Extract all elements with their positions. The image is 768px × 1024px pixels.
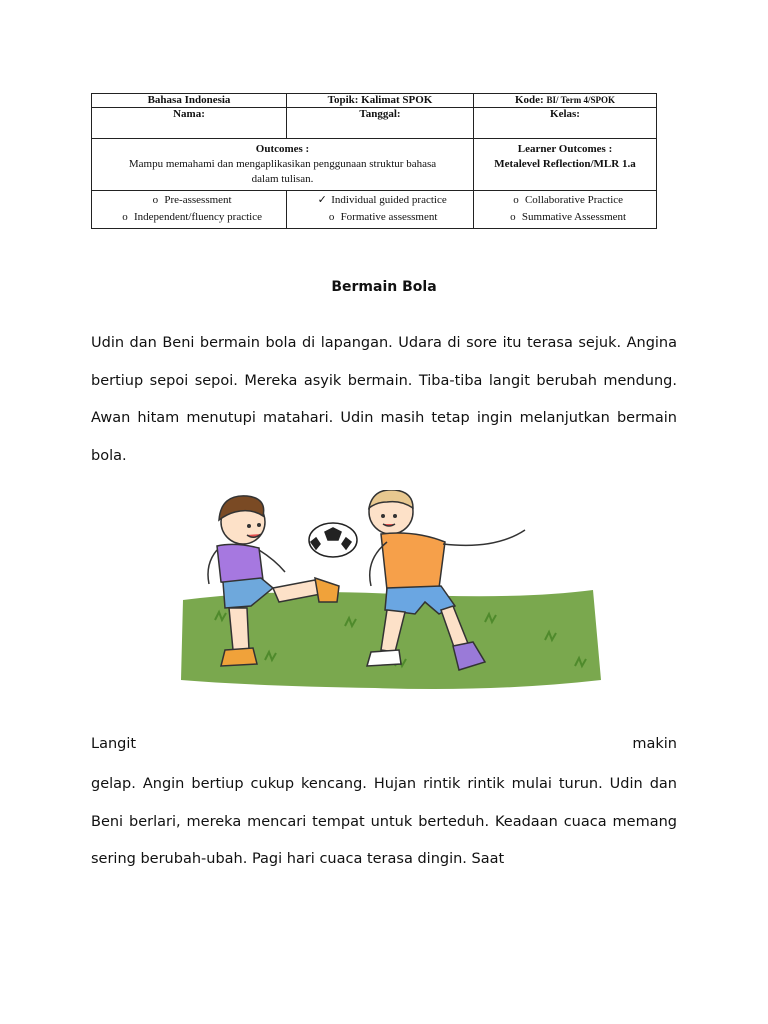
outcomes-cell (92, 139, 474, 191)
checkmark-icon: ✓ (317, 194, 327, 206)
option-bullet: o (510, 211, 516, 223)
code-value: BI/ Term 4/SPOK (546, 95, 615, 105)
header-row-outcomes (92, 139, 657, 191)
story-paragraph-2-first-line: Langit makin (91, 736, 677, 752)
story-title: Bermain Bola (331, 279, 437, 295)
option-label: Summative Assessment (521, 211, 627, 223)
option-summative-assessment[interactable] (478, 209, 652, 226)
header-row-practice-options (92, 191, 657, 229)
option-independent-practice[interactable] (96, 209, 282, 226)
option-pre-assessment[interactable] (96, 192, 282, 209)
code-cell (474, 94, 657, 108)
options-col2 (287, 191, 474, 229)
name-field[interactable]: Nama: (92, 108, 287, 139)
option-label: Independent/fluency practice (134, 211, 262, 223)
children-playing-football-illustration (155, 490, 613, 696)
outcomes-title: Outcomes : (255, 143, 310, 155)
option-label: Pre-assessment (164, 194, 232, 206)
option-collaborative-practice[interactable] (478, 192, 652, 209)
topic-cell: Topik: Kalimat SPOK (287, 94, 474, 108)
option-bullet: o (122, 211, 128, 223)
option-bullet: o (513, 194, 519, 206)
story-paragraph-1: Udin dan Beni bermain bola di lapangan. Udara di sore itu terasa sejuk. Angina bertiup sepoi sepoi. Mereka asyik bermain. Tiba-tiba langit berubah mendung. Awan hitam menutupi matahari. Udin masih tetap ingin melanjutkan bermain bola. (91, 335, 677, 464)
subject-cell: Bahasa Indonesia (92, 94, 287, 108)
options-col3 (474, 191, 657, 229)
outcomes-text: Mampu memahami dan mengaplikasikan penggunaan struktur bahasa dalam tulisan. (128, 158, 437, 185)
worksheet-header-table (91, 93, 657, 229)
learner-outcomes-cell (474, 139, 657, 191)
options-col1 (92, 191, 287, 229)
date-field[interactable]: Tanggal: (287, 108, 474, 139)
option-bullet: o (152, 194, 159, 206)
option-label: Individual guided practice (331, 194, 447, 206)
option-bullet: o (328, 211, 335, 223)
story-paragraph-2: gelap. Angin bertiup cukup kencang. Hujan rintik rintik mulai turun. Udin dan Beni berlari, mereka mencari tempat untuk berteduh. Keadaan cuaca memang sering berubah-ubah. Pagi hari cuaca terasa dingin. Saat (91, 776, 677, 867)
option-individual-guided-practice[interactable] (291, 192, 469, 209)
code-label: Kode: (515, 94, 547, 106)
soccer-ball (309, 523, 357, 557)
learner-outcomes-text: Metalevel Reflection/MLR 1.a (494, 158, 636, 170)
option-label: Formative assessment (340, 211, 438, 223)
option-formative-assessment[interactable] (291, 209, 469, 226)
class-field[interactable]: Kelas: (474, 108, 657, 139)
header-row-identity (92, 108, 657, 139)
header-row-subject (92, 94, 657, 108)
learner-outcomes-title: Learner Outcomes : (517, 143, 613, 155)
option-label: Collaborative Practice (524, 194, 624, 206)
